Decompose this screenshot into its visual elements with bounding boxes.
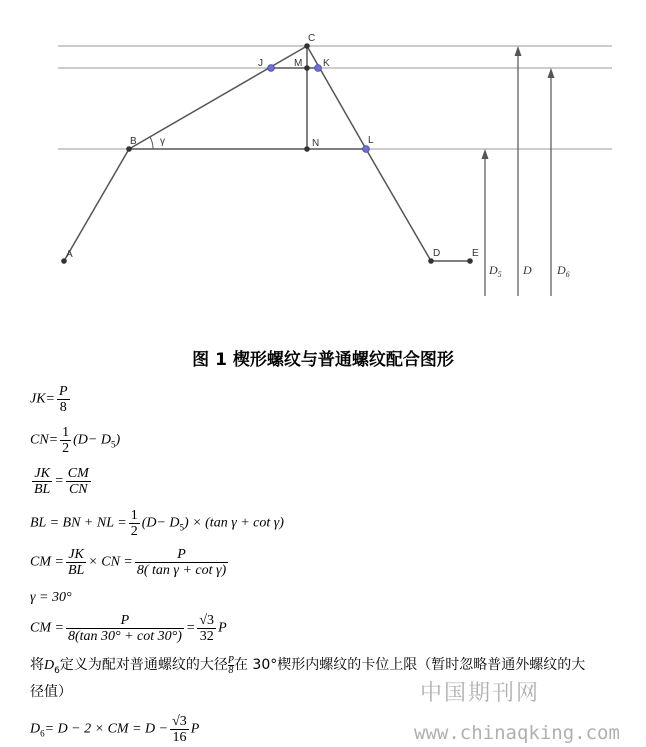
dim-arrow-d5	[482, 149, 489, 296]
equation-ratio: $\frac{JK}{BL}$ = $\frac{CM}{CN}$	[34, 466, 89, 497]
label-m: M	[294, 58, 303, 69]
dim-arrow-d6	[548, 68, 555, 296]
label-e: E	[472, 248, 479, 259]
equation-cn: CN= $\frac{1}{2}$ $(D- D_5)$	[30, 425, 121, 456]
angle-label: γ	[160, 136, 165, 147]
equation-cm-general: CM = $\frac{JK}{BL}$ × CN = $\frac{P}{\text{8( tan γ + cot γ)}}$	[30, 547, 227, 578]
equation-cm-30: CM = $\frac{P}{8(\tan 30^\circ + \cot 30^\circ)}$ = $\frac{√3}{32}$ P	[30, 613, 227, 644]
point-l	[363, 146, 370, 153]
dim-label-d6: $D_6$	[557, 263, 570, 279]
equation-d6: $D_6= D - 2$ × CM = D − $\frac{√3}{16}$ P	[30, 714, 200, 745]
label-d: D	[433, 248, 441, 259]
point-m	[304, 65, 310, 71]
dim-arrow-d	[515, 46, 522, 296]
label-l: L	[368, 135, 374, 146]
angle-arc	[150, 137, 153, 149]
dim-label-d5: $D_5$	[489, 263, 502, 279]
dim-label-d: D	[523, 263, 532, 277]
point-n	[304, 146, 310, 152]
point-k	[315, 65, 322, 72]
watermark-cn: 中国期刊网	[420, 681, 541, 706]
thread-fit-diagram	[0, 0, 646, 310]
equation-bl: BL = BN + NL = $\frac{1}{2}$ $(D- D_5) \times (\tan$ γ + cot γ)	[30, 508, 284, 539]
label-b: B	[130, 136, 137, 147]
equation-gamma: γ = 30°	[30, 590, 72, 605]
equation-jk: JK= $\frac{P}{8}$	[30, 384, 68, 415]
thread-profile	[64, 46, 470, 261]
label-c: C	[308, 33, 316, 44]
label-a: A	[66, 249, 73, 260]
point-e	[467, 258, 473, 264]
label-n: N	[312, 138, 320, 149]
point-d	[428, 258, 434, 264]
label-k: K	[323, 58, 330, 69]
figure-caption: 图 1 楔形螺纹与普通螺纹配合图形	[192, 350, 454, 370]
definition-text: 将$D_6$定义为配对普通螺纹的大径 $\frac{P}{8}$ 在 30°楔形内螺纹的卡位上限（暂时忽略普通外螺纹的大 径值）	[30, 654, 586, 700]
label-j: J	[258, 58, 263, 69]
point-j	[268, 65, 275, 72]
point-b	[126, 146, 132, 152]
watermark-url: www.chinaqking.com	[414, 722, 620, 744]
point-c	[304, 43, 310, 49]
